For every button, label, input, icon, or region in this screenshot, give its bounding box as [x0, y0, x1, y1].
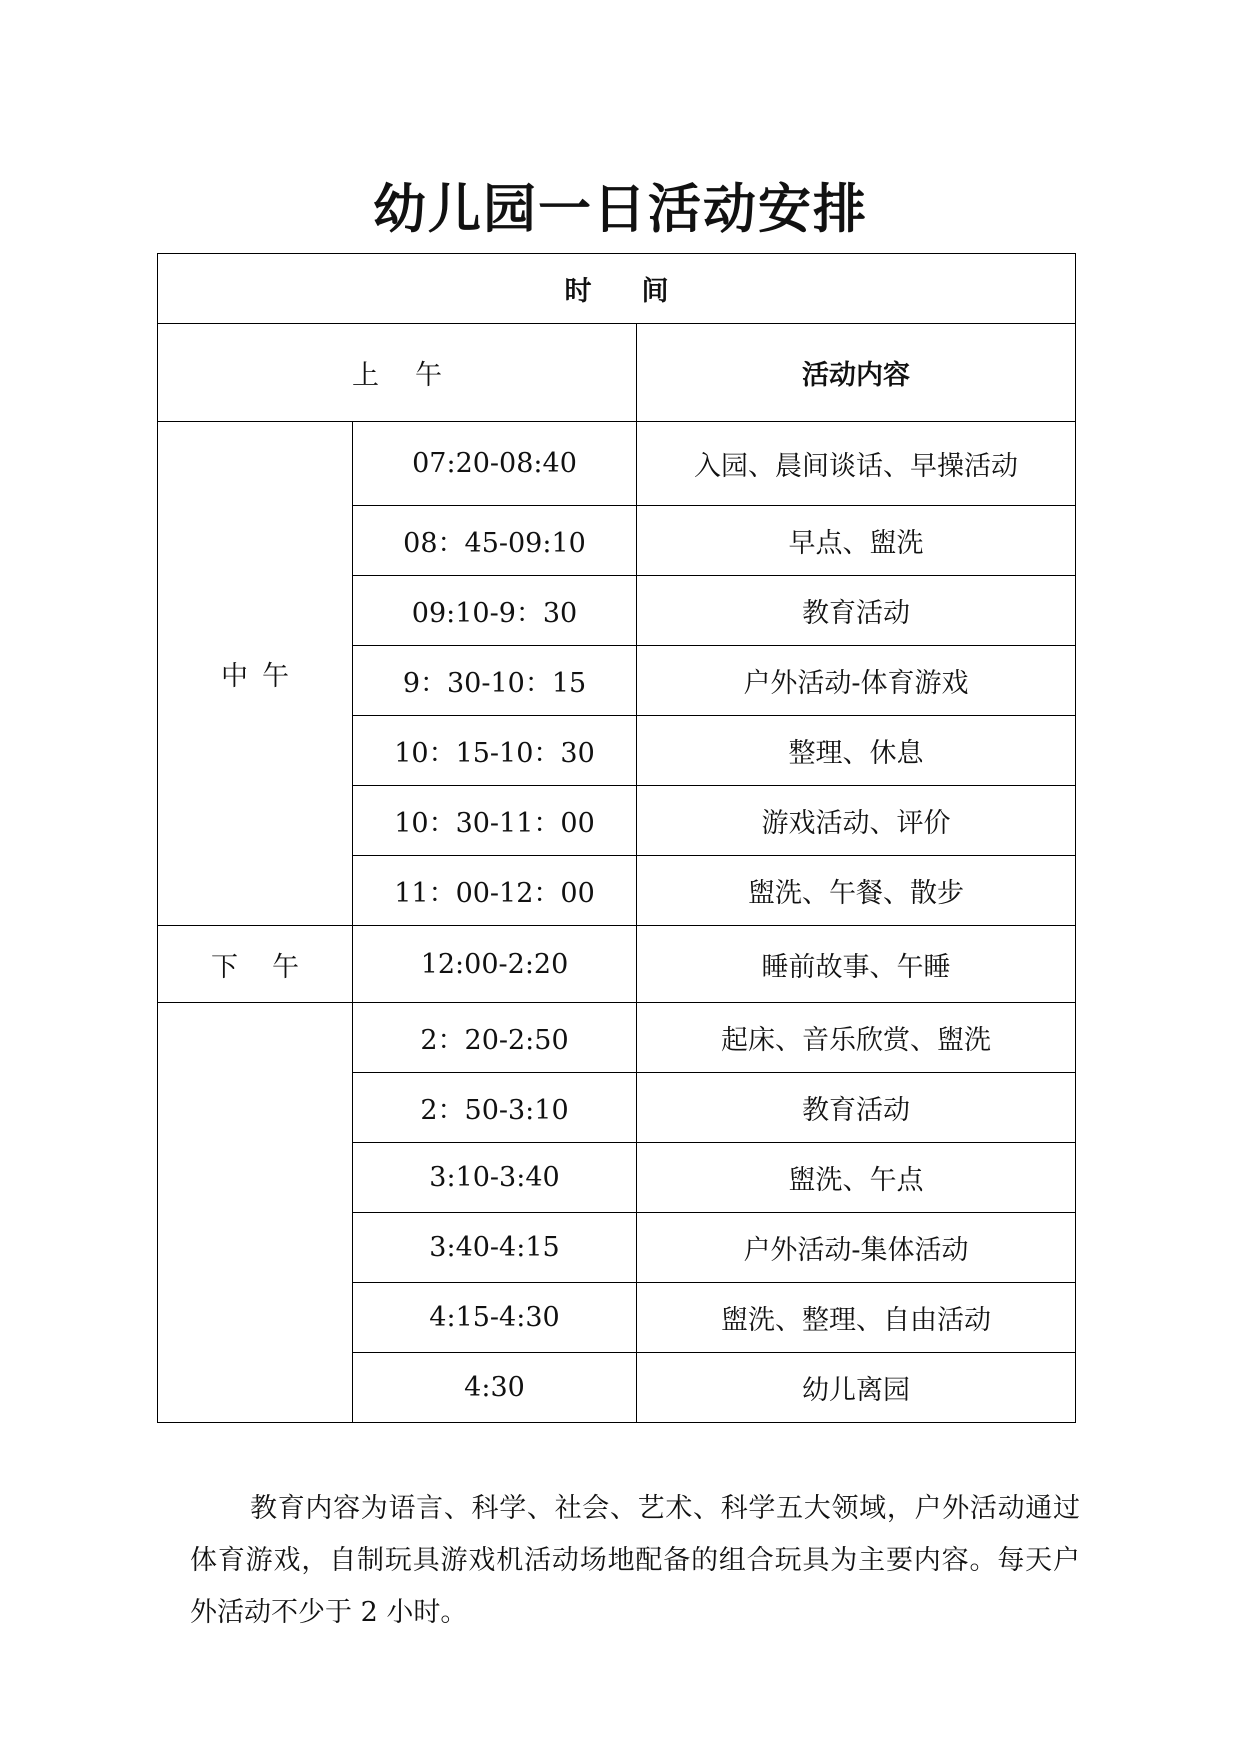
time-cell: 3:40-4:15 [353, 1213, 637, 1283]
time-cell: 12:00-2:20 [353, 926, 637, 1003]
time-cell: 10：15-10：30 [353, 716, 637, 786]
table-row [158, 926, 1076, 1003]
header-time: 时间 [158, 254, 1076, 324]
time-cell: 3:10-3:40 [353, 1143, 637, 1213]
activity-cell: 起床、音乐欣赏、盥洗 [637, 1003, 1076, 1073]
time-cell: 4:30 [353, 1353, 637, 1423]
activity-cell: 游戏活动、评价 [637, 786, 1076, 856]
time-cell: 9：30-10：15 [353, 646, 637, 716]
document-title: 幼儿园一日活动安排 [373, 178, 868, 240]
table-row [158, 422, 1076, 506]
table-header-row [158, 254, 1076, 324]
activity-cell: 整理、休息 [637, 716, 1076, 786]
activity-cell: 早点、盥洗 [637, 506, 1076, 576]
time-cell: 11：00-12：00 [353, 856, 637, 926]
activity-cell: 盥洗、午餐、散步 [637, 856, 1076, 926]
activity-cell: 睡前故事、午睡 [637, 926, 1076, 1003]
schedule-table [157, 253, 1076, 1423]
time-cell: 07:20-08:40 [353, 422, 637, 506]
table-subheader-row [158, 324, 1076, 422]
time-cell: 2：50-3:10 [353, 1073, 637, 1143]
activity-cell: 户外活动-体育游戏 [637, 646, 1076, 716]
activity-cell: 户外活动-集体活动 [637, 1213, 1076, 1283]
period-noon: 中午 [158, 422, 353, 926]
activity-cell: 教育活动 [637, 1073, 1076, 1143]
activity-cell: 幼儿离园 [637, 1353, 1076, 1423]
time-cell: 10：30-11：00 [353, 786, 637, 856]
period-blank-cell [158, 1003, 353, 1423]
header-am: 上午 [158, 324, 637, 422]
time-cell: 09:10-9：30 [353, 576, 637, 646]
activity-cell: 盥洗、午点 [637, 1143, 1076, 1213]
notes-paragraph: 教育内容为语言、科学、社会、艺术、科学五大领域，户外活动通过体育游戏，自制玩具游戏机活动场地配备的组合玩具为主要内容。每天户外活动不少于 2 小时。 [190, 1493, 1080, 1628]
table-row [158, 1003, 1076, 1073]
time-cell: 2：20-2:50 [353, 1003, 637, 1073]
time-cell: 08：45-09:10 [353, 506, 637, 576]
activity-cell: 教育活动 [637, 576, 1076, 646]
period-afternoon: 下午 [158, 926, 353, 1003]
header-activity-content: 活动内容 [637, 324, 1076, 422]
activity-cell: 盥洗、整理、自由活动 [637, 1283, 1076, 1353]
activity-cell: 入园、晨间谈话、早操活动 [637, 422, 1076, 506]
time-cell: 4:15-4:30 [353, 1283, 637, 1353]
